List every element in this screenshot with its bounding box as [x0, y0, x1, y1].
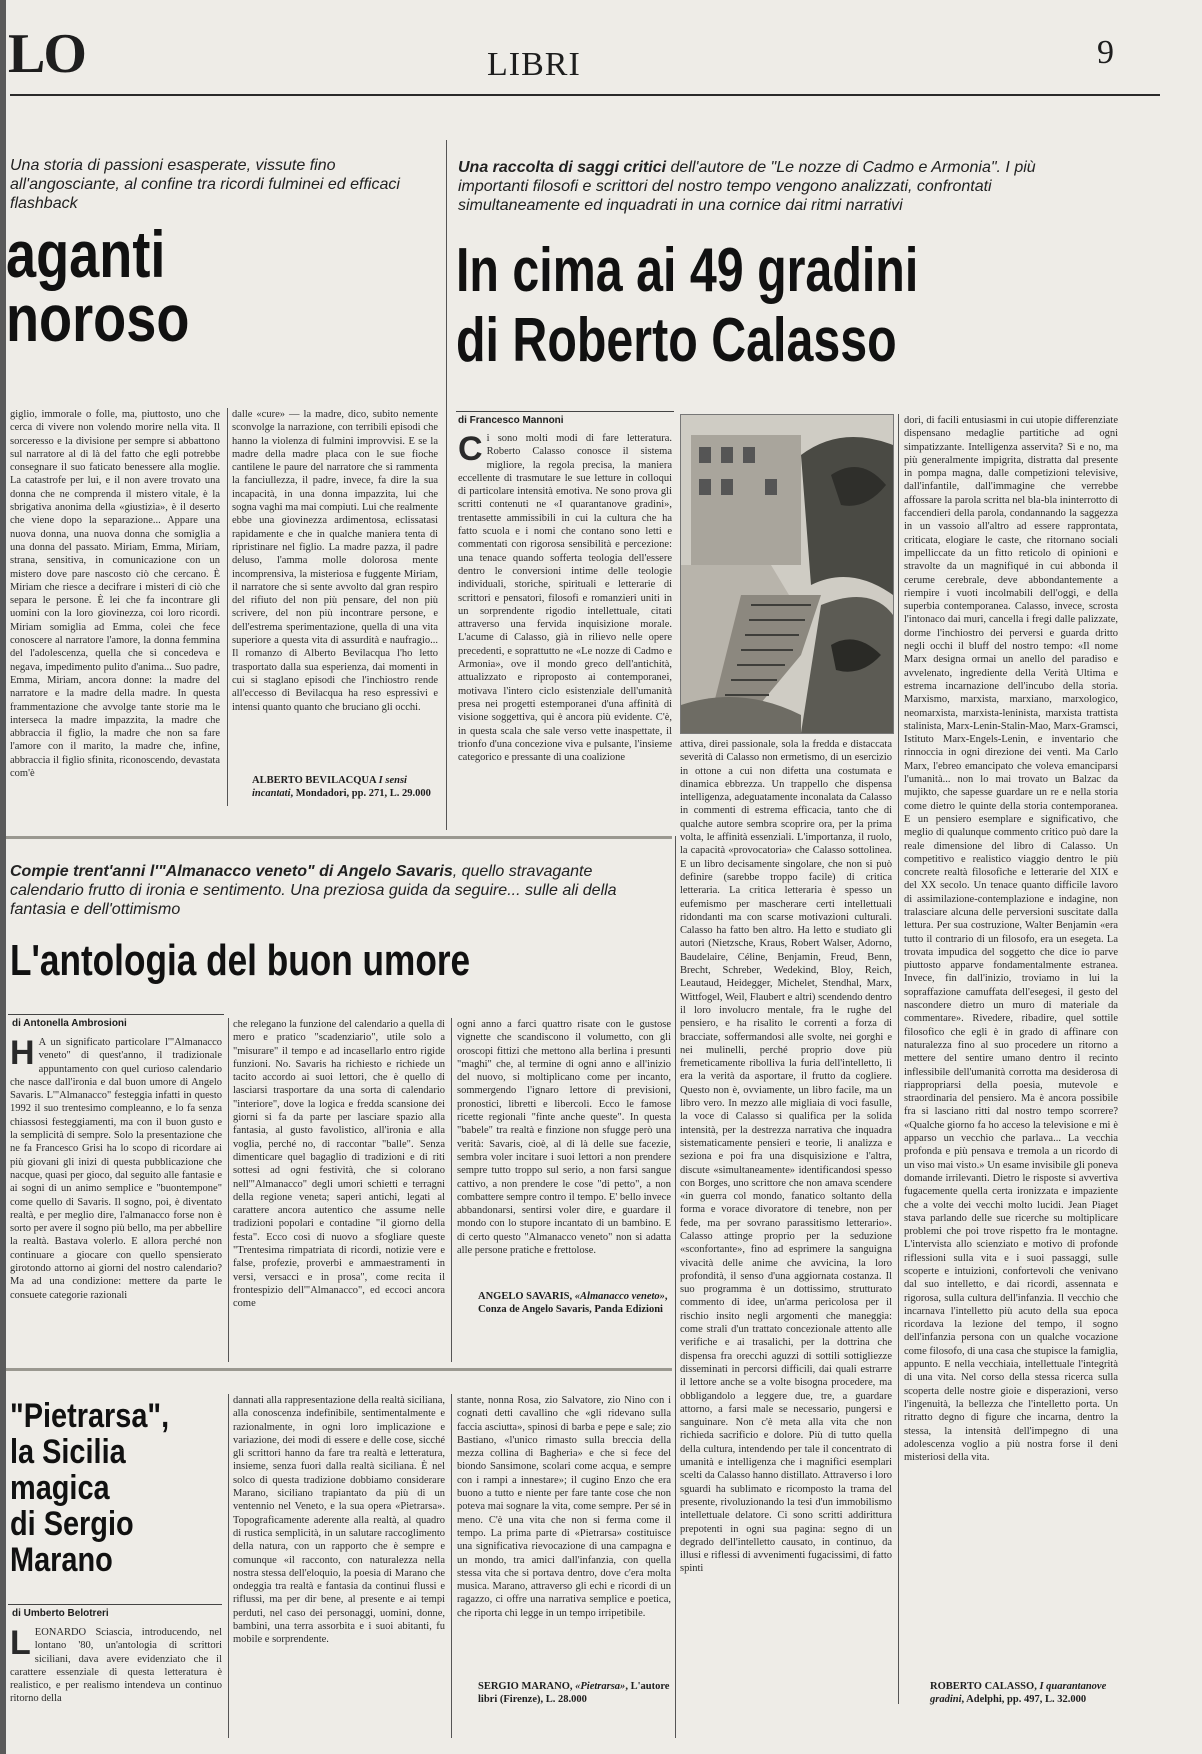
column-divider: [228, 1394, 229, 1738]
calasso-headline: [456, 236, 1018, 376]
column-divider: [451, 1394, 452, 1738]
left-credit-rest: , Mondadori, pp. 271, L. 29.000: [290, 788, 431, 799]
almanacco-kicker-rest: , quello stravagante calendario frutto di ironia e sentimento. Una preziosa guida da seguire... sulle ali della fantasia e dell'ottimismo: [10, 863, 617, 918]
left-article-column-2: dalle «cure» — la madre, dico, subito nemente sconvolge la narrazione, con terribili episodi che hanno la violenza di fulmini improvvisi. E se la madre della madre placa con le sue fioche cantilene le paure del narratore che si rammenta la fanciullezza, il padre, invece, fa dire la sua incapacità, in una donna impazzita, lui che sogna vaghi ma mai compiuti. Lui che realmente ebbe una giovinezza ardimentosa, eclissatasi rapidamente e che in qualche maniera tenta di ripristinare nel figlio. La madre pazza, il padre deluso, l'amma molle dolorosa mente incomprensiva, la misteriosa e fuggente Miriam, il narratore che si sente avvolto dal gran respiro del rifiuto del non più pensare, del non più scrivere, del non più incontrare persone, e dell'estrema sperimentazione, quella di una vita superiore a questa vita di assurdità e naufragio... Il romanzo di Alberto Bevilacqua l'ho letto trasportato dalla sua esperienza, dai momenti in cui si staglano episodi che l'inchiostro rende all'eccesso di Bevilacqua ha reso espressivi e intensi quanto quanto che bruciano gli occhi.: [232, 409, 438, 713]
almanacco-column-3: ogni anno a farci quattro risate con le gustose vignette che scandiscono il volumetto, con gli oroscopi fittizi che mettono alla berlina i presunti "maghi" che, al termine di ogni anno e all'inizio del nuovo, si moltiplicano come per incanto, sommergendo l'ignaro lettore di previsioni, pronostici, libretti e libercoli. Ecco le famose ricette regionali "finte anche queste". In questa "babele" tra realtà e finzione non sfugge però una verità: Savaris, cioè, al di là delle sue facezie, sembra voler incitare i suoi lettori a non prendere sempre tutto troppo sul serio, a non farsi sangue cattivo, a non prendere le cose "di petto", a non combattere sempre contro il tempo. E' bello invece abbandonarsi, sentirsi voler dire, e guardare il mondo con lo stupore incantato di un bambino. E di certo questo "Almanacco veneto" non si adatta alle persone pratiche e frettolose.: [457, 1019, 671, 1257]
pietrarsa-byline: di Umberto Belotreri: [12, 1608, 109, 1619]
almanacco-byline: di Antonella Ambrosioni: [12, 1018, 127, 1029]
article-divider-vertical: [675, 836, 676, 1738]
almanacco-credit-rest: , Conza de Angelo Savaris, Panda Edizioni: [478, 1291, 668, 1315]
calasso-dropcap: C: [458, 432, 483, 468]
calasso-credit-author: ROBERTO CALASSO: [930, 1681, 1035, 1692]
pietrarsa-headline-line5: Marano: [10, 1541, 113, 1579]
almanacco-credit-author: ANGELO SAVARIS: [478, 1291, 570, 1302]
page-number: 9: [1097, 34, 1114, 71]
left-article-kicker: Una storia di passioni esasperate, vissute fino all'angosciante, al confine tra ricordi fulminei ed efficaci flashback: [10, 157, 400, 212]
pietrarsa-dropcap: L: [10, 1626, 31, 1662]
left-credit-author: ALBERTO BEVILACQUA: [252, 775, 377, 786]
calasso-credit: ROBERTO CALASSO, I quarantanove gradini, Adelphi, pp. 497, L. 32.000: [930, 1681, 1107, 1705]
calasso-headline-line1: In cima ai 49 gradini: [456, 236, 919, 305]
almanacco-credit-title: «Almanacco veneto»: [574, 1291, 665, 1302]
hillside-building-illustration: [681, 415, 893, 733]
newspaper-logo: LO: [8, 23, 85, 85]
almanacco-column-2: che relegano la funzione del calendario a quella di mero e pratico "scadenziario", utile solo a "misurare" il tempo e ad incasellarlo entro rigide funzioni. No. Savaris ha richiesto e richiede un tacito accordo ai suoi lettori, che è quello di lasciarsi trasportare da una sorta di calendario "interiore", dove la logica e fredda scansione dei giorni si fa da parte per lasciare spazio alla fantasia, al gusto favolistico, all'ironia e alla voglia, perché no, di raccontar "balle". Senza dimenticare quel bagaglio di tradizioni e di riti sottesi ad ogni festività, che si colorano nell'"Almanacco" degli umori schietti e terragni della regione veneta; saperi antichi, legati al carattere ancora autentico che assume nelle tradizioni popolari e contadine "il giorno della festa". Ecco così di nuovo a sfogliare queste "Trentesima rimpatriata di ricordi, notizie vere e false, profezie, proverbi e ammaestramenti in versi, versacci e in prosa", come recita il frontespizio dell'"Almanacco", ed eccoci ancora come: [233, 1019, 445, 1310]
left-headline-line2: noroso: [6, 281, 190, 355]
pietrarsa-credit: SERGIO MARANO, «Pietrarsa», L'autore libri (Firenze), L. 28.000: [478, 1681, 670, 1705]
almanacco-kicker-bold: Compie trent'anni l'"Almanacco veneto" di Angelo Savaris: [10, 863, 453, 880]
almanacco-headline: L'antologia del buon umore: [10, 936, 471, 985]
pietrarsa-headline-line4: di Sergio: [10, 1505, 134, 1543]
column-divider: [228, 1018, 229, 1362]
calasso-column-3: dori, di facili entusiasmi in cui utopie differenziate dispensano medaglie partitiche ad ogni simpatizzante. Intelligenza asservita? Sì e no, ma più generalmente impigrita, distratta dal presente in pompa magna, dalle competizioni televisive, dall'infantile, dall'immagine che verrebbe affossare la parola scritta nel bla-bla ininterrotto di faccendieri della parola, condannando la saggezza in un vassoio all'altro ad essere rapprontata, criticata, elogiare le caste, che ritornano sociali impelliccate da un fitto reticolo di opinioni e stravolte da un magnifiqué in cui abbonda il cerume cerebrale, deve abbondantemente a riempire i vuoti incolmabili dell'oggi, e della superbia contemporanea. Calasso, invece, scrosta l'intonaco dai muri, cancella i fregi dalle palizzate, dorme l'inchiostro dei perversi e guarda dritto negli occhi il bluff del nostro tempo: «Il nome Marx designa ormai un anello del paradiso e avvelenato, ingrediente della Verità Ultima e estrema incarnazione dell'incubo della storia. Marxismo, marxista, marxiano, marxologico, neomarxista, marxista-leninista, marxista trattista stalinista, Marx-Lenin-Stalin-Mao, Marx-Gramsci, Istituto Marx-Engels-Lenin, e inventario che rinnoccia in ogni direzione dei venti. Ma Carlo Marx, l'ebreo emancipato che voleva emanciparsi l'umanità... non lo mai trovato un Balzac da mujikto, che sapesse guardare un re e nella storia come dietro le quinte della storia contemporanea. E un pensiero esemplare e significativo, che meglio di qualunque commento critico può dare la reale dimensione del libro di Calasso. Un competitivo e realistico viaggio dentro le più concrete realtà filosofiche e letterarie del XIX e del XX secolo. Un tenace quanto difficile lavoro di assimilazione-contemplazione e indagine, non tralasciare alcuna delle perversioni suscitate dalla lettura. Per sua costruzione, Walter Benjamin «era tutto il contrario di un filosofo, era un esegeta. La trovata impudica del soggetto che dice io parve piuttosto apparve fondamentalmente estranea. Invece, fin dall'inizio, troviamo in lui la sopraffazione camuffata dell'esegesi, il gesto del nascondere dietro un muro di materiale da commentare». Rivedere, ribadire, quel sottile filosofico che egli è in grado di affinare con naturalezza fino al suo procedere un ritorno a mettere del sentire umano dentro il recinto inflessibile dell'umanità corrotta ma desiderosa di riappropriarsi della poesia, mutevole e straordinaria del pensiero. Ma è ancora possibile fra si lasciano ritti dal nostro tempo scorrere? «Qualche giorno fa ho acceso la televisione e mi è apparso un vecchio che parlava... La vecchia profonda e più pensava e tremola a un ricordo di un viso mai visto.» Un esame invisibile gli poneva domande irrilevanti. Dietro le risposte si avvertiva fugacemente quella certa ironizzata e impaziente che a volte dei vecchi molto lucidi. Jean Piaget stava parlando delle sue ricerche su moltiplicare problemi che poi trove rispetto fra le montagne. L'intervista allo scienziato e motivo di profonde riflessioni sulla vita e i suoi passaggi, sulle scoperte e intuizioni, confortevoli che venivano dal suo intelletto, e dai ricordi, assennata e rigorosa, sulla cultura dell'infanzia. Il vecchio che incarnava l'intelletto più acuto della sua epoca ricordava la lezione del tempo, il sogno dell'infanzia persona con un qualche vocazione come filosofo, di una casa che stupisce la famiglia, appunto. E nella vecchiaia, intellettuale l'integrità di una vita. Nel corso della stessa ricerca sulla scoperta delle nostre gioie e disperazioni, verso l'ingenuità, la bellezza che l'intelletto porta. Un ritratto degno di figure che incarna, dentro la stessa, la intensità dell'impegno di una adolescenza voglio a più nostra forse il deni misteriosi della vita.: [904, 415, 1118, 1464]
pietrarsa-headline: [10, 1398, 231, 1578]
left-article-headline: [6, 217, 334, 355]
pietrarsa-column-1: [10, 1626, 222, 1736]
pietrarsa-top-rule: [6, 1368, 672, 1371]
pietrarsa-column-3: stante, nonna Rosa, zio Salvatore, zio Nino con i cognati detti cavallino che «gli ridevano sulla faccia asciutta», spinosi di barba e pepe e sale; zio Bastiano, «l'unico rimasto sulla breccia della mezza collina di Bagheria» e che si fece del biondo Sansimone, scolari come acqua, e sempre con i rampi a innestare»; il cugino Enzo che era buono a tutto e niente per fare tante cose che non poteva mai sognare la vita, come sempre. Per sé in meno. C'è una vita che non si ferma come il tempo. La prima parte di «Pietrarsa» costituisce una significativa rievocazione di una campagna e un mondo, tra amici dall'infanzia, con quella stessa vita che si portava dentro, dove c'era molta musica. Marano, attraverso gli echi e ricordi di un ragazzo, ci offre una narrativa semplice e poetica, che riporta chi legge in un tempo irripetibile.: [457, 1395, 671, 1619]
column-divider: [898, 414, 899, 1704]
pietrarsa-credit-rest: , L'autore libri (Firenze), L. 28.000: [478, 1681, 670, 1705]
calasso-kicker-rest: dell'autore de "Le nozze di Cadmo e Armonia". I più importanti filosofi e scrittori del nostro tempo vengono analizzati, confrontati simultaneamente ed inquadrati in una cornice dai ritmi narrativi: [458, 159, 1036, 214]
pietrarsa-headline-line1: "Pietrarsa",: [10, 1397, 170, 1435]
pietrarsa-column-2: dannati alla rappresentazione della realtà siciliana, alla conoscenza indefinibile, sentimentalmente e razionalmente, in ogni loro implicazione e variazione, dei modi di essere e delle cose, sicché gli scrittori hanno da fare tra realtà e letteratura, insieme, senza fuori dalla realtà siciliana. È nel solco di questa tradizione dobbiamo considerare Marano, siciliano trapiantato da più di un ventennio nel Veneto, e la sua opera «Pietrarsa». Topograficamente aderente alla realtà, al quadro di rustica semplicità, in un salutare raccoglimento della natura, con un rapporto che è sempre e comunque «il racconto, con naturalezza nella nostra stessa dell'eloquio, la poesia di Marano che ondeggia tra realtà e fantasia da continui flussi e riflussi, ma per dir bene, al presente e ai tempi perduti, nel caso dei personaggi, uomini, donne, bambini, una terra assorbita e i suoi abitanti, fu mobile e sorprendente.: [233, 1395, 445, 1646]
left-headline-line1: aganti: [6, 217, 166, 291]
calasso-kicker: [458, 158, 1048, 215]
article-divider-vertical: [446, 140, 447, 830]
left-credit-title: I sensi incantati: [252, 775, 407, 799]
calasso-column-1: [458, 432, 672, 824]
almanacco-byline-rule: [8, 1014, 224, 1015]
calasso-credit-rest: , Adelphi, pp. 497, L. 32.000: [961, 1694, 1087, 1705]
calasso-kicker-bold: Una raccolta di saggi critici: [458, 159, 667, 176]
left-article-column-1: giglio, immorale o folle, ma, piuttosto, uno che cerca di vivere non volendo morire nella vita. Il sorceresso e la divisione per sempre si abbattono sul narratore al di là del fatto che egli potrebbe consegnare il suo faticato benessere alla moglie. La catastrofe per lui, e il non avere trovato una donna che ne comprenda il mistero vitale, è la sbrigativa anonima della «giustizia», è il deserto che viene dopo la separazione... Appare una nuova donna, una nuova donna che somiglia a una donna del passato. Miriam, Emma, Miriam, strana, sensitiva, in comunicazione con un mistero dove pare nascosto ciò che cercano. È Miriam che riesce a decifrare i misteri di ciò che separa le persone. È lei che fa incontrare gli uomini con la loro giovinezza, coi loro ricordi. Miriam somiglia ad Emma, colei che fece conoscere al narratore l'amore, la donna femmina del l'adolescenza, quella che si concedeva e negava, impedimento pulito d'anima... Suo padre, Emma, Miriam, ancora donne: la madre del narratore e la madre della madre. In questa frammentazione che avvolge tante storie ma le interseca la madre impazzita, la madre che abbraccia il figlio, la madre che non sa fare l'amore con il marito, la madre che, infine, abbraccia il figlio sfinita, riconoscendo, devastata com'è: [10, 409, 220, 780]
pietrarsa-byline-rule: [8, 1604, 222, 1605]
pietrarsa-headline-line2: la Sicilia: [10, 1433, 126, 1471]
calasso-byline-rule: [456, 411, 674, 412]
pietrarsa-credit-author: SERGIO MARANO: [478, 1681, 570, 1692]
column-divider: [227, 408, 228, 806]
almanacco-dropcap: H: [10, 1036, 35, 1072]
column-divider: [451, 1018, 452, 1362]
pietrarsa-headline-line3: magica: [10, 1469, 110, 1507]
calasso-byline: di Francesco Mannoni: [458, 415, 564, 426]
pietrarsa-credit-title: «Pietrarsa»: [575, 1681, 626, 1692]
section-title: LIBRI: [487, 46, 581, 83]
calasso-headline-line2: di Roberto Calasso: [456, 306, 897, 375]
calasso-photo: [680, 414, 894, 734]
left-article-credit: [252, 774, 438, 800]
almanacco-top-rule: [6, 836, 672, 839]
almanacco-column-1: [10, 1036, 222, 1360]
almanacco-credit: ANGELO SAVARIS, «Almanacco veneto», Conza de Angelo Savaris, Panda Edizioni: [478, 1291, 668, 1315]
calasso-column-2: attiva, direi passionale, sola la fredda e distaccata severità di Calasso non ermetismo, di un esercizio in ottone a cui non difetta una costumata e dinamica ebbrezza. Un trappello che dispensa intelligenza, adeguatamente inconalata da Calasso in commenti di estrema efficacia, tanto che di qualche autore sembra scoprire ora, per la prima volta, le affinità essenziali. L'importanza, il ruolo, la capacità «provocatoria» che Calasso sottolinea. E un libro decisamente singolare, che non si può definire (sarebbe troppo facile) di critica letteraria. La critica letteraria è spesso un eufemismo per mascherare certi intellettuali ridondanti ma con scarse motivazioni culturali. Calasso ha fatto ben altro. Ha letto e studiato gli autori (Nietzsche, Kraus, Robert Walser, Adorno, Baudelaire, Céline, Benjamin, Freud, Benn, Brecht, Schreber, Wedekind, Bloy, Reich, Leautaud, Heidegger, Michelet, Stendhal, Marx, Wittfogel, Weil, Flaubert e altri) scendendo dentro il loro involucro mentale, fra le rughe del pensiero, e ha risalito le correnti a forza di bracciate, soffermandosi alle svolte, nei gorghi e nei mulinelli, perché proprio dove più fremeticamente ribolliva la furia dell'intelletto, lì era la verità da asportare, il frutto da cogliere. Questo non è, ovviamente, un libro facile, ma un libro vero. In mezzo alle migliaia di voci fasulle, la voce di Calasso si qualifica per la solida intensità, per la destrezza narrativa che inquadra sistematicamente pensieri e teorie, li analizza e seziona e poi fra una disquisizione e l'altra, discute «simultaneamente» identificandosi spesso con Borges, uno scrittore che non amava scendere «in guerra col mondo, fanatico soltanto della forma e vorace divoratore di tenebre, non per fede, ma per sovrano parassitismo letterario». Calasso attinge proprio per la seduzione «sconfortante», fino ad esprimere la sanguigna vivacità delle anime che avvicina, la loro profondità, il senso d'una aggiornata costanza. Il suo programma è un dottissimo, strutturato commento di idee, un'arma pericolosa per il rischio insito negli argomenti che maneggia: come strali d'un trattato concezionale attento alle verifiche e ai trasalichi, per la dottrina che dispensa fra orecchi aguzzi di sottili sottigliezze disseminati in percorsi difficili, dai quali estrarre il lettore anche se a volte bisogna procedere, ma obbligandolo a leggere due, tre, a guardare attorno, a farsi male se necessario, pungersi e sanguinare. Non c'è meta alla vita che non richieda sacrificio e dolore. Più di tutto quella della cultura, intendendo per tale il concentrato di umanità e intelligenza che i magnifici esemplari scelti da Calasso hanno distillato. Attraverso i loro sguardi ha sublimato e ricomposto la trama del presente, rivoluzionando la tesi d'un immobilismo intellettuale delatore. Ci sono scritti addirittura prepotenti in ogni sua pagina: segno di un degrado dell'intelletto causato, in continuo, da illusi e riflessi di avvenimenti fugacissimi, di fatto spinti: [680, 739, 892, 1575]
pietrarsa-col1-text: EONARDO Sciascia, introducendo, nel lontano '80, un'antologia di scrittori siciliani, dava avere evidenziato che il carattere essenziale di questa letteratura è realistico, e per realismo intendeva un continuo ritorno della: [10, 1627, 222, 1705]
calasso-credit-title: I quarantanove gradini: [930, 1681, 1107, 1705]
almanacco-kicker: [10, 862, 660, 919]
calasso-col1-text: i sono molti modi di fare letteratura. Roberto Calasso conosce il sistema migliore, la regola precisa, la maniera eccellente di trasmutare le sue letture in colloqui di particolare intensità emotiva. Ne sono prova gli scritti contenuti ne «I quarantanove gradini», trentasette ammissibili in cui la cultura che ha fatto scuola e i nomi che contano sono letti e commentati con rigorosa sensibilità e percezione: una tenace quando sofferta teologia dell'essere dentro le conversioni intime delle teologie individuali, storiche, spirituali e letterarie di scrittori e pensatori, filosofi e romanzieri uniti in un sorprendente rigodio intellettuale, citati attraverso una fervida inquisizione morale. L'acume di Calasso, già in rilievo nelle opere precedenti, e soprattutto ne «Le nozze di Cadmo e Armonia», ove il mondo greco dell'antichità, attualizzato e riproposto ai contemporanei, motivava l'intero ciclo esistenziale dell'umanità presa nei progetti estemporanei d'una affinità di visione soggettiva, qui è ancora più evidente. C'è, in questa scala che sale verso vette inaspettate, il trionfo d'una concezione viva e pulsante, l'insieme categorico e pressante di una coalizione: [458, 433, 672, 764]
header-rule: [10, 94, 1160, 96]
almanacco-col1-text: A un significato particolare l'"Almanacco veneto" di quest'anno, il tradizionale appuntamento con quel curioso calendario che nasce dall'ironia e dal buon umore di Angelo Savaris. L'"Almanacco" festeggia infatti in questo 1992 il suo trentesimo compleanno, e lo fa senza chiassosi festeggiamenti, ma con il buon gusto e la semplicità di sempre. Solo la presentazione che ne fa Francesco Grisi ha lo scopo di ricordare ai più giovani gli inizi di questa pubblicazione che nacque, quasi per gioco, dal seguito alle fantasie e ai sogni di un animo semplice e "buontempone" come quello di Savaris. Il sogno, poi, è diventato realtà, e per meglio dire, l'almanacco forse non è sorto per avere il sogno più bello, ma per abbellire la realtà. Bastava volerlo. E allora perché non continuare a giocare con quello spensierato girotondo attorno ai giorni del nostro calendario? Ma ad una condizione: mettere da parte le consuete categorie razionali: [10, 1037, 222, 1301]
